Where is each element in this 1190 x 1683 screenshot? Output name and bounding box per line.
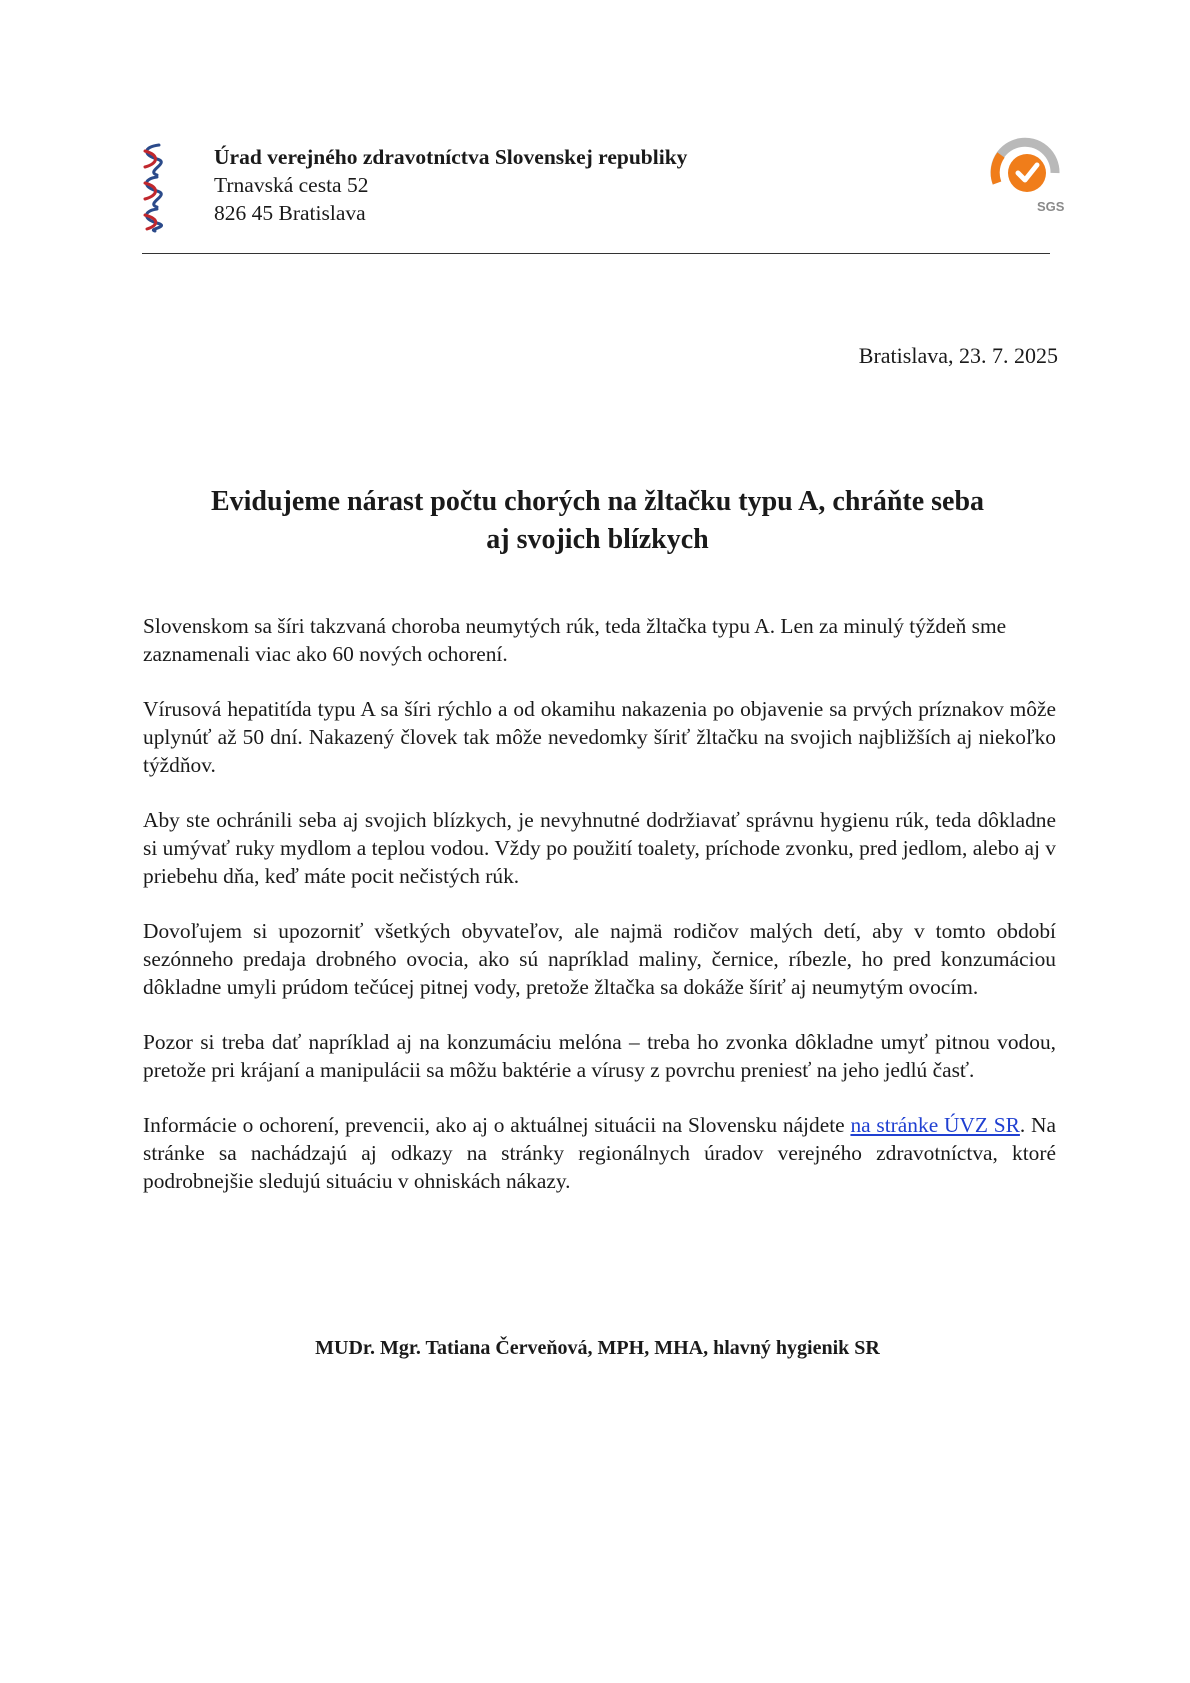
sgs-logo-text: SGS [1037, 199, 1065, 214]
document-title [142, 483, 1053, 559]
organization-name: Úrad verejného zdravotníctva Slovenskej republiky [214, 145, 688, 169]
paragraph-6-text-end: . Na stránke sa nachádzajú aj odkazy na stránky regionálnych úradov verejného zdravotníctva, ktoré podrobnejšie sledujú situáciu v ohniskách nákazy. [143, 1113, 1056, 1193]
paragraph-1: Slovenskom sa šíri takzvaná choroba neumytých rúk, teda žltačka typu A. Len za minulý týždeň sme zaznamenali viac ako 60 nových ochorení. [143, 614, 1007, 666]
paragraph-2: Vírusová hepatitída typu A sa šíri rýchlo a od okamihu nakazenia po objavenie sa prvých príznakov môže uplynúť až 50 dní. Nakazený človek tak môže nevedomky šíriť žltačku na svojich najbližších aj niekoľko týždňov. [143, 697, 1056, 777]
sgs-certification-logo [985, 133, 1065, 215]
signature: MUDr. Mgr. Tatiana Červeňová, MPH, MHA, hlavný hygienik SR [315, 1337, 880, 1359]
paragraph-6-text-start: Informácie o ochorení, prevencii, ako aj o aktuálnej situácii na Slovensku nájdete [143, 1113, 851, 1137]
address-city: 826 45 Bratislava [214, 201, 366, 225]
paragraph-6 [143, 1111, 1056, 1195]
uvz-logo [137, 141, 167, 233]
document-body [143, 612, 1056, 1222]
header-divider [142, 253, 1050, 254]
title-line-2: aj svojich blízkych [486, 524, 709, 555]
document-date: Bratislava, 23. 7. 2025 [858, 343, 1058, 368]
paragraph-4: Dovoľujem si upozorniť všetkých obyvateľov, ale najmä rodičov malých detí, aby v tomto období sezónneho predaja drobného ovocia, ako sú napríklad maliny, černice, ríbezle, ho pred konzumáciou dôkladne umyli prúdom tečúcej pitnej vody, pretože žltačka sa dokáže šíriť aj neumytým ovocím. [143, 919, 1056, 999]
address-street: Trnavská cesta 52 [214, 173, 369, 197]
paragraph-3: Aby ste ochránili seba aj svojich blízkych, je nevyhnutné dodržiavať správnu hygienu rúk, teda dôkladne si umývať ruky mydlom a teplou vodou. Vždy po použití toalety, príchode zvonku, pred jedlom, alebo aj v priebehu dňa, keď máte pocit nečistých rúk. [143, 808, 1056, 888]
organization-header [214, 143, 687, 227]
uvz-website-link[interactable]: na stránke ÚVZ SR [850, 1113, 1020, 1137]
title-line-1: Evidujeme nárast počtu chorých na žltačku typu A, chráňte seba [210, 486, 985, 517]
paragraph-5: Pozor si treba dať napríklad aj na konzumáciu melóna – treba ho zvonka dôkladne umyť pitnou vodou, pretože pri krájaní a manipulácii sa môžu baktérie a vírusy z povrchu preniesť na jeho jedlú časť. [143, 1030, 1056, 1082]
